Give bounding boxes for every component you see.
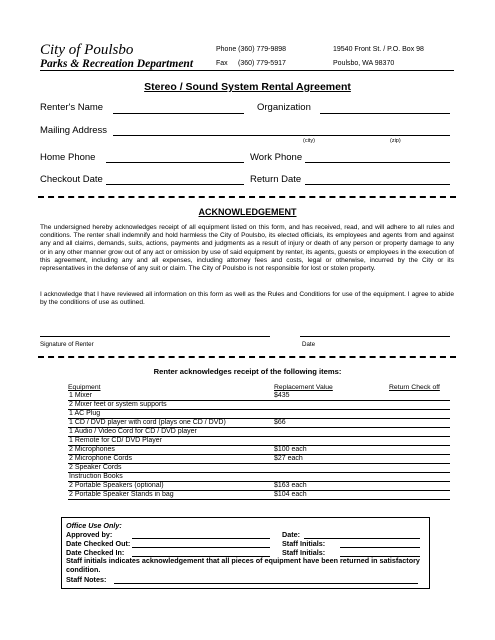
organization-label: Organization [257,102,311,113]
value-column-header: Replacement Value [274,384,333,391]
office-date-label: Date: [282,530,300,539]
approved-by-label: Approved by: [66,530,113,539]
equipment-name: 2 Portable Speakers (optional) [69,482,164,489]
table-row [68,464,450,473]
return-column-header: Return Check off [389,384,440,391]
signature-field[interactable] [40,336,270,337]
equipment-value: $435 [274,392,290,399]
equipment-name: 1 Remote for CD/ DVD Player [69,437,162,444]
section-divider [38,196,456,198]
staff-initials-out-field[interactable] [340,547,420,548]
staff-initials-in-label: Staff Initials: [282,548,326,557]
date-checked-in-label: Date Checked In: [66,548,125,557]
table-row [68,419,450,428]
staff-notes-field[interactable] [114,583,418,584]
home-phone-field[interactable] [106,162,244,163]
renters-name-label: Renter's Name [40,102,104,113]
table-row [68,473,450,482]
acknowledgement-paragraph-2: I acknowledge that I have reviewed all information on this form as well as the Rules and Conditions for use of the equipment. I agree to abide by the conditions of use as outlined. [40,291,454,307]
acknowledgement-heading: ACKNOWLEDGEMENT [198,207,297,217]
table-row [68,401,450,410]
equipment-name: 2 Portable Speaker Stands in bag [69,491,174,498]
table-row [68,392,450,401]
equipment-value: $100 each [274,446,307,453]
checkout-date-field[interactable] [106,184,244,185]
office-use-box [61,517,430,589]
fax-number: (360) 779-5917 [238,60,286,67]
acknowledgement-paragraph-1: The undersigned hereby acknowledges receipt of all equipment listed on this form, and has received, read, and will adhere to all rules and conditions. The renter shall indemnify and hold harmless the City of Poulsbo, its elected officials, its employees and agents from and against any and all claims, demands, suits, actions, payments and judgments as a result of injury or death of any person or property damage to any or in any other manner grow out of any act or omission by use of said equipment by renter, its agents, guests or employees in the execution of this agreement, including any and all expenses, including attorney fees and costs, legal or otherwise, incurred by the City or its representatives in the defense of any suit or claim. The City of Poulsbo is not responsible for lost or stolen property. [40,224,454,273]
date-checked-out-field[interactable] [132,547,270,548]
work-phone-label: Work Phone [250,152,303,163]
office-note: Staff initials indicates acknowledgement that all pieces of equipment have been returned in satisfactory condition. [66,556,420,574]
signature-label: Signature of Renter [40,341,94,348]
phone-label: Phone (360) 779-9898 [216,46,287,53]
zip-label: (zip) [390,138,401,144]
equipment-name: 2 Mixer feet or system supports [69,401,167,408]
renters-name-field[interactable] [113,113,244,114]
signature-date-field[interactable] [300,336,450,337]
return-date-label: Return Date [250,174,302,185]
equipment-name: 1 Audio / Video Cord for CD / DVD player [69,428,197,435]
staff-initials-out-label: Staff Initials: [282,539,326,548]
return-date-field[interactable] [305,184,450,185]
city-label: (city) [303,138,315,144]
table-row [68,482,450,491]
equipment-name: 1 CD / DVD player with cord (plays one CD / DVD) [69,419,226,426]
equipment-value: $163 each [274,482,307,489]
equipment-heading: Renter acknowledges receipt of the following items: [153,367,342,376]
organization-field[interactable] [320,113,450,114]
table-row [68,446,450,455]
staff-notes-label: Staff Notes: [66,575,107,584]
equipment-value: $104 each [274,491,307,498]
fax-label: Fax [216,60,228,67]
signature-date-label: Date [302,341,316,348]
table-row [68,410,450,419]
equipment-column-header: Equipment [68,384,101,391]
address-line-2: Poulsbo, WA 98370 [333,60,395,67]
address-line-1: 19540 Front St. / P.O. Box 98 [333,46,424,53]
equipment-name: 2 Microphones [69,446,115,453]
date-checked-out-label: Date Checked Out: [66,539,131,548]
header-rule [40,70,454,71]
table-row [68,491,450,500]
org-name: City of Poulsbo [40,42,134,58]
table-row [68,437,450,446]
form-title: Stereo / Sound System Rental Agreement [144,81,351,93]
table-row [68,455,450,464]
approved-by-field[interactable] [132,538,270,539]
equipment-name: Instruction Books [69,473,123,480]
department-name: Parks & Recreation Department [40,58,194,70]
equipment-name: 2 Speaker Cords [69,464,122,471]
mailing-address-label: Mailing Address [40,125,108,136]
work-phone-field[interactable] [305,162,450,163]
equipment-name: 1 Mixer [69,392,92,399]
checkout-date-label: Checkout Date [40,174,103,185]
office-use-title: Office Use Only: [66,521,122,530]
equipment-name: 1 AC Plug [69,410,101,417]
equipment-value: $27 each [274,455,303,462]
home-phone-label: Home Phone [40,152,96,163]
table-row [68,428,450,437]
equipment-value: $66 [274,419,286,426]
section-divider-2 [38,356,456,358]
equipment-name: 2 Microphone Cords [69,455,133,462]
mailing-address-field[interactable] [113,135,450,136]
